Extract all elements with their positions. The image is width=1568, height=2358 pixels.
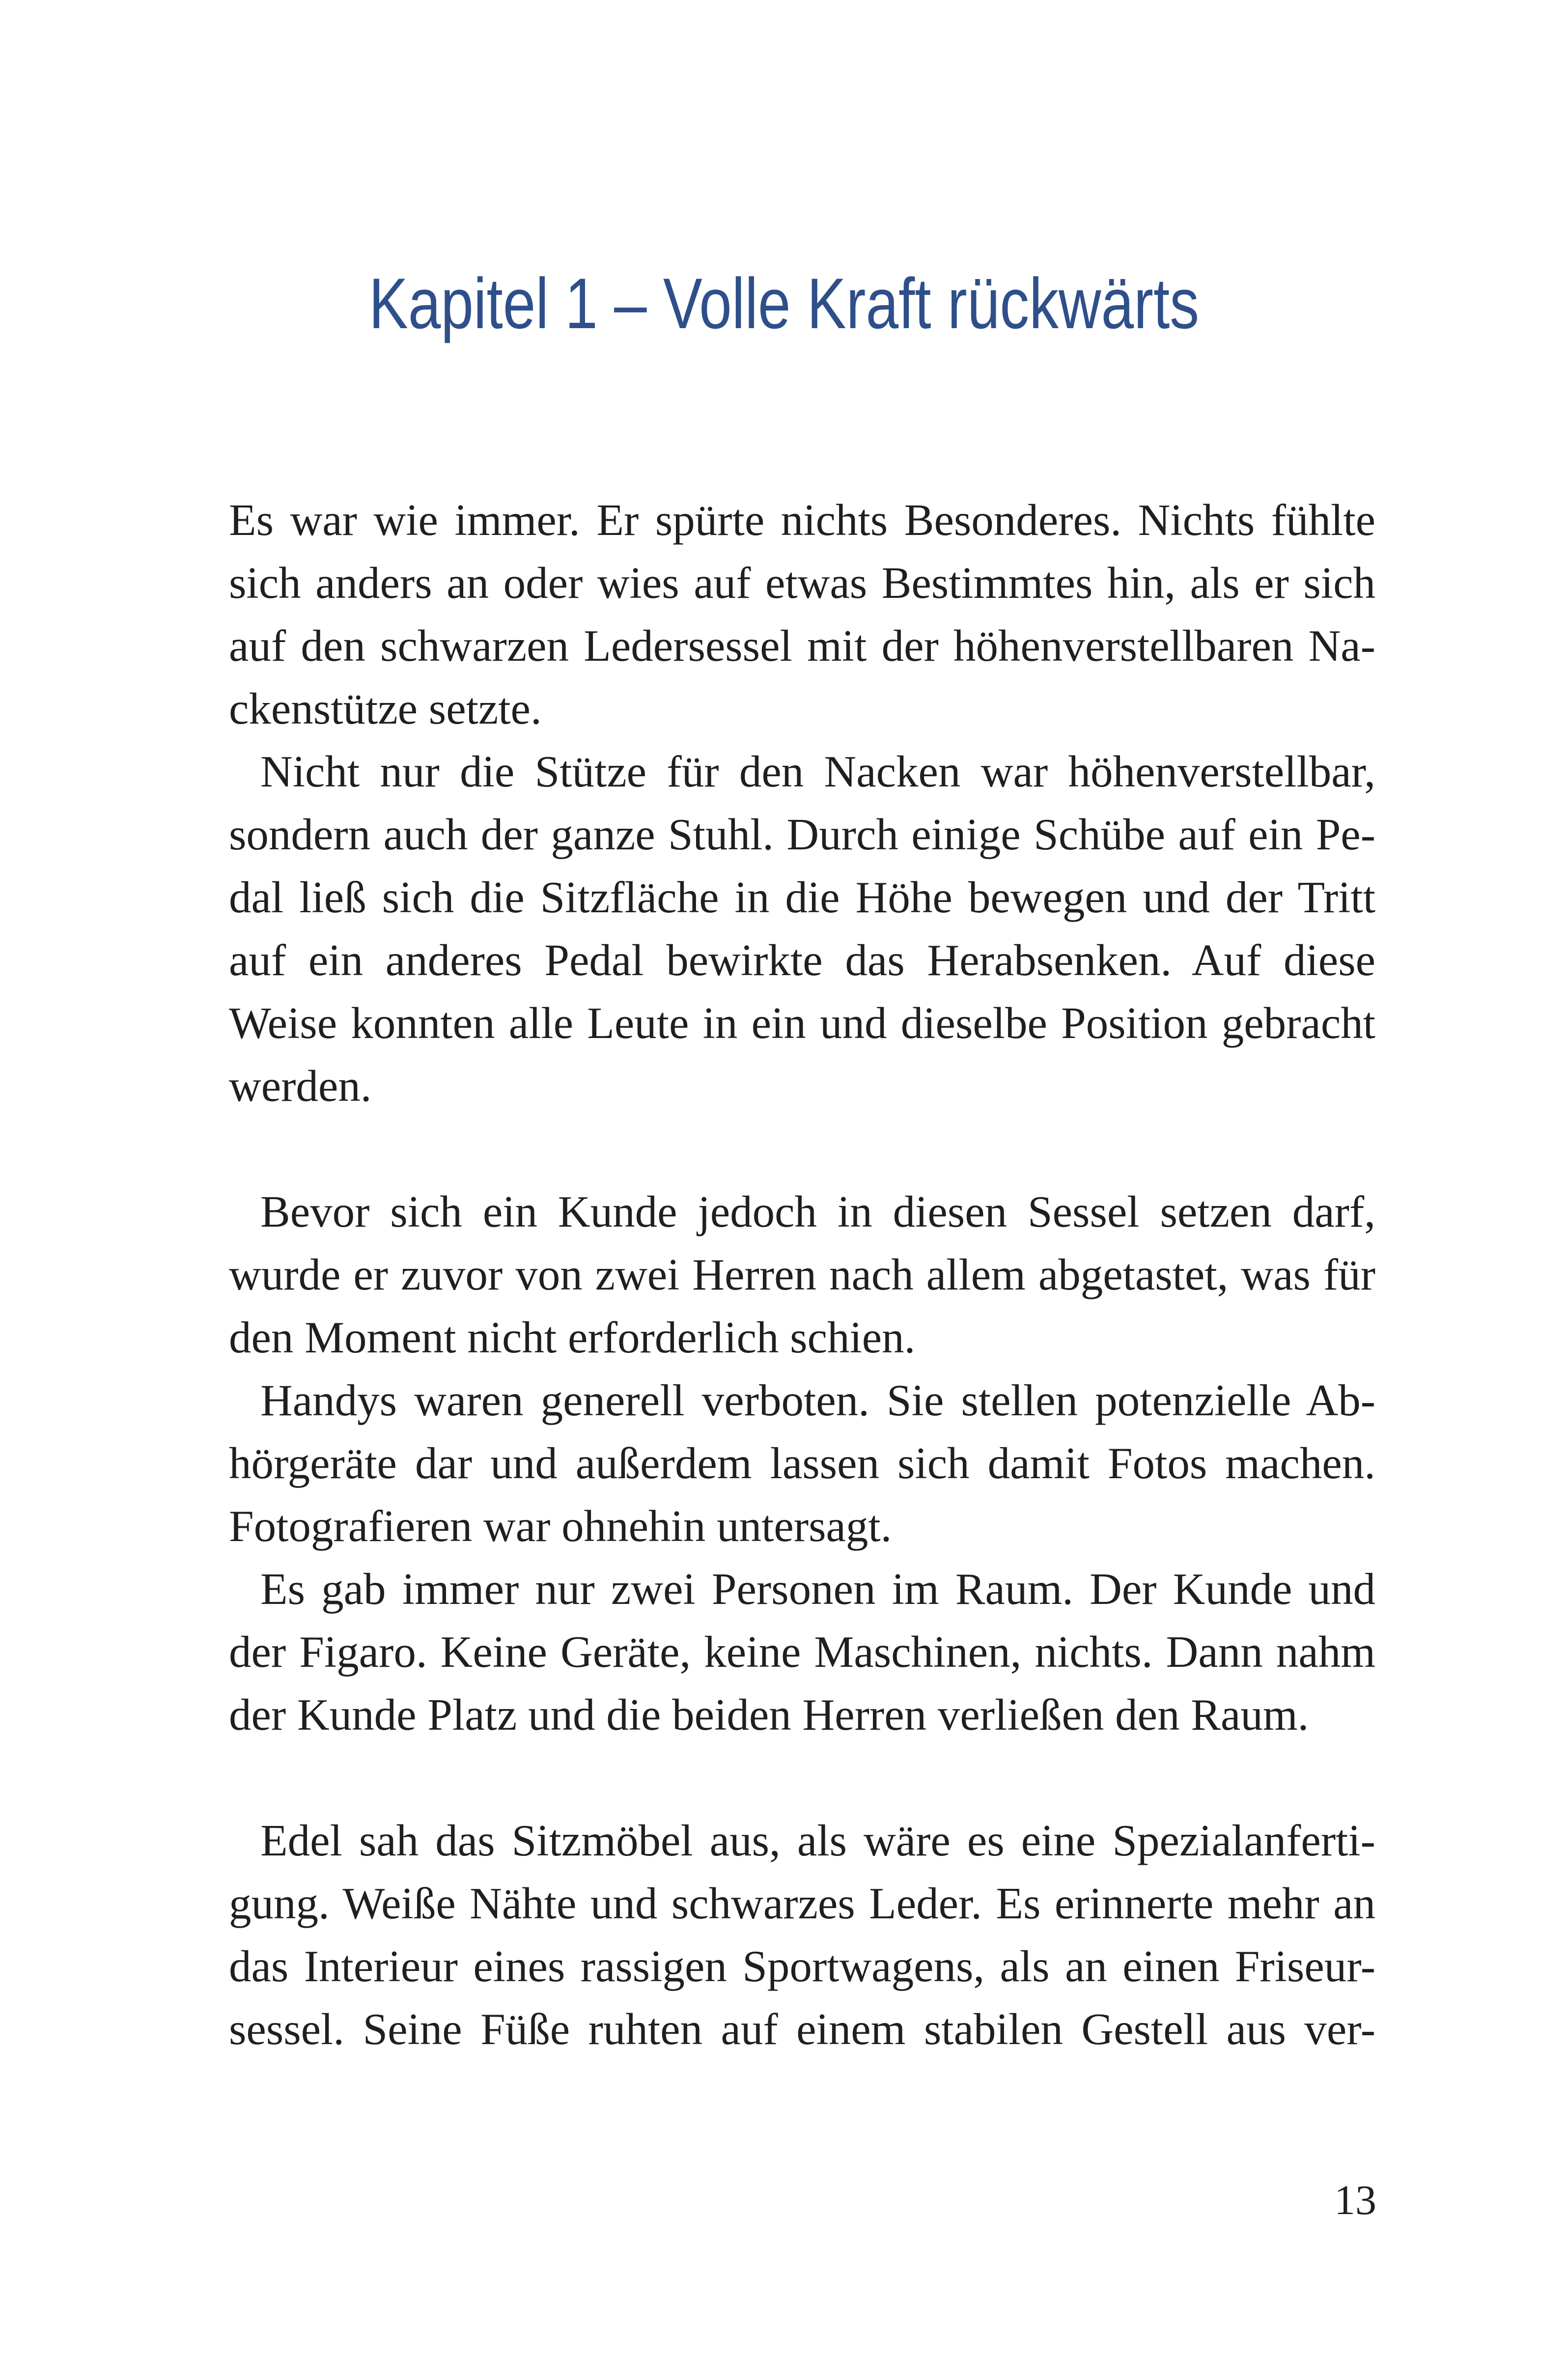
text-line: Edel sah das Sitzmöbel aus, als wäre es eine Spezialanferti- — [260, 1816, 1375, 1865]
paragraph-gap — [229, 1746, 1375, 1809]
chapter-title: Kapitel 1 – Volle Kraft rückwärts — [368, 263, 1200, 343]
text-line: gung. Weiße Nähte und schwarzes Leder. Es erinnerte mehr an — [229, 1879, 1375, 1928]
text-line: Es war wie immer. Er spürte nichts Besonderes. Nichts fühlte — [229, 495, 1375, 545]
text-line: Es gab immer nur zwei Personen im Raum. Der Kunde und — [260, 1564, 1375, 1614]
text-line: Fotografieren war ohnehin untersagt. — [229, 1501, 892, 1551]
text-line: Weise konnten alle Leute in ein und dieselbe Position gebracht — [229, 998, 1375, 1048]
text-line: Handys waren generell verboten. Sie stellen potenzielle Ab- — [260, 1376, 1375, 1425]
text-line: sich anders an oder wies auf etwas Bestimmtes hin, als er sich — [229, 558, 1375, 608]
text-line: auf den schwarzen Ledersessel mit der höhenverstellbaren Na- — [229, 621, 1375, 671]
text-line: hörgeräte dar und außerdem lassen sich damit Fotos machen. — [229, 1438, 1375, 1488]
text-line: auf ein anderes Pedal bewirkte das Herabsenken. Auf diese — [229, 935, 1375, 985]
text-line: wurde er zuvor von zwei Herren nach allem abgetastet, was für — [229, 1250, 1375, 1299]
text-line: Bevor sich ein Kunde jedoch in diesen Sessel setzen darf, — [260, 1187, 1375, 1236]
text-line: den Moment nicht erforderlich schien. — [229, 1313, 916, 1362]
text-line: ckenstütze setzte. — [229, 684, 542, 733]
text-line: der Figaro. Keine Geräte, keine Maschinen, nichts. Dann nahm — [229, 1627, 1375, 1677]
text-line: dal ließ sich die Sitzfläche in die Höhe bewegen und der Tritt — [229, 872, 1375, 922]
text-line: das Interieur eines rassigen Sportwagens, als an einen Friseur- — [229, 1941, 1375, 1991]
text-line: der Kunde Platz und die beiden Herren verließen den Raum. — [229, 1690, 1309, 1740]
page-number: 13 — [1334, 2176, 1376, 2223]
paragraph-gap — [229, 1118, 1375, 1180]
text-line: sessel. Seine Füße ruhten auf einem stabilen Gestell aus ver- — [229, 2004, 1375, 2054]
text-line: Nicht nur die Stütze für den Nacken war höhenverstellbar, — [260, 747, 1375, 796]
text-line: sondern auch der ganze Stuhl. Durch einige Schübe auf ein Pe- — [229, 810, 1375, 859]
body-text — [229, 489, 1375, 2061]
text-line: werden. — [229, 1061, 372, 1111]
